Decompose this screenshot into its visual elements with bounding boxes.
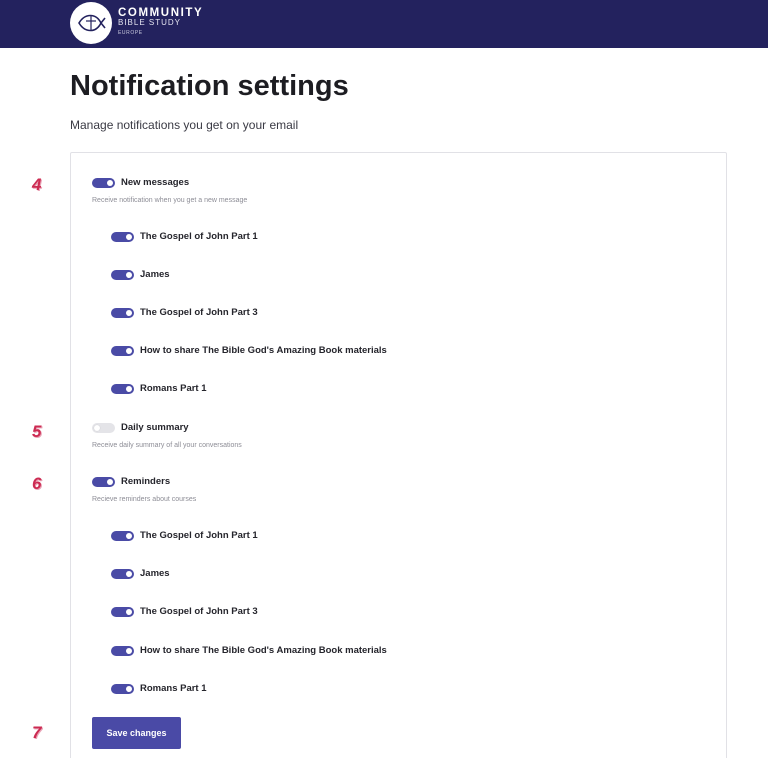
step-marker-6: 6 (32, 474, 42, 493)
reminders-course-label: How to share The Bible God's Amazing Book materials (140, 645, 387, 656)
reminders-course-toggle[interactable] (111, 646, 134, 656)
brand-name-line2: BIBLE STUDY (118, 18, 182, 27)
new-messages-course-label: The Gospel of John Part 1 (140, 231, 258, 242)
brand-name-line3: EUROPE (118, 30, 143, 36)
reminders-course-label: The Gospel of John Part 3 (140, 606, 258, 617)
new-messages-course-label: The Gospel of John Part 3 (140, 307, 258, 318)
new-messages-course-label: How to share The Bible God's Amazing Book materials (140, 345, 387, 356)
step-marker-5: 5 (32, 422, 42, 441)
new-messages-label: New messages (121, 177, 190, 188)
reminders-course-toggle[interactable] (111, 684, 134, 694)
new-messages-course-toggle[interactable] (111, 270, 134, 280)
new-messages-description: Receive notification when you get a new message (92, 197, 248, 204)
new-messages-course-toggle[interactable] (111, 232, 134, 242)
page-subtitle: Manage notifications you get on your email (70, 118, 299, 132)
reminders-course-label: Romans Part 1 (140, 683, 207, 694)
step-marker-7: 7 (32, 723, 42, 742)
new-messages-course-toggle[interactable] (111, 346, 134, 356)
brand-logo[interactable] (70, 2, 112, 44)
reminders-description: Recieve reminders about courses (92, 496, 197, 503)
reminders-course-toggle[interactable] (111, 531, 134, 541)
new-messages-course-toggle[interactable] (111, 384, 134, 394)
reminders-course-toggle[interactable] (111, 569, 134, 579)
page-title: Notification settings (70, 70, 349, 102)
new-messages-course-label: Romans Part 1 (140, 383, 207, 394)
reminders-course-label: The Gospel of John Part 1 (140, 530, 258, 541)
reminders-toggle[interactable] (92, 477, 115, 487)
reminders-label: Reminders (121, 476, 171, 487)
new-messages-course-toggle[interactable] (111, 308, 134, 318)
fish-icon (76, 10, 106, 36)
step-marker-4: 4 (32, 175, 42, 194)
daily-summary-label: Daily summary (121, 422, 189, 433)
daily-summary-toggle[interactable] (92, 423, 115, 433)
reminders-course-toggle[interactable] (111, 607, 134, 617)
daily-summary-description: Receive daily summary of all your conversations (92, 442, 242, 449)
brand-name-line1: COMMUNITY (118, 7, 204, 19)
new-messages-course-label: James (140, 269, 170, 280)
save-changes-button[interactable]: Save changes (92, 717, 181, 749)
new-messages-toggle[interactable] (92, 178, 115, 188)
reminders-course-label: James (140, 568, 170, 579)
top-header-bar (0, 0, 768, 48)
